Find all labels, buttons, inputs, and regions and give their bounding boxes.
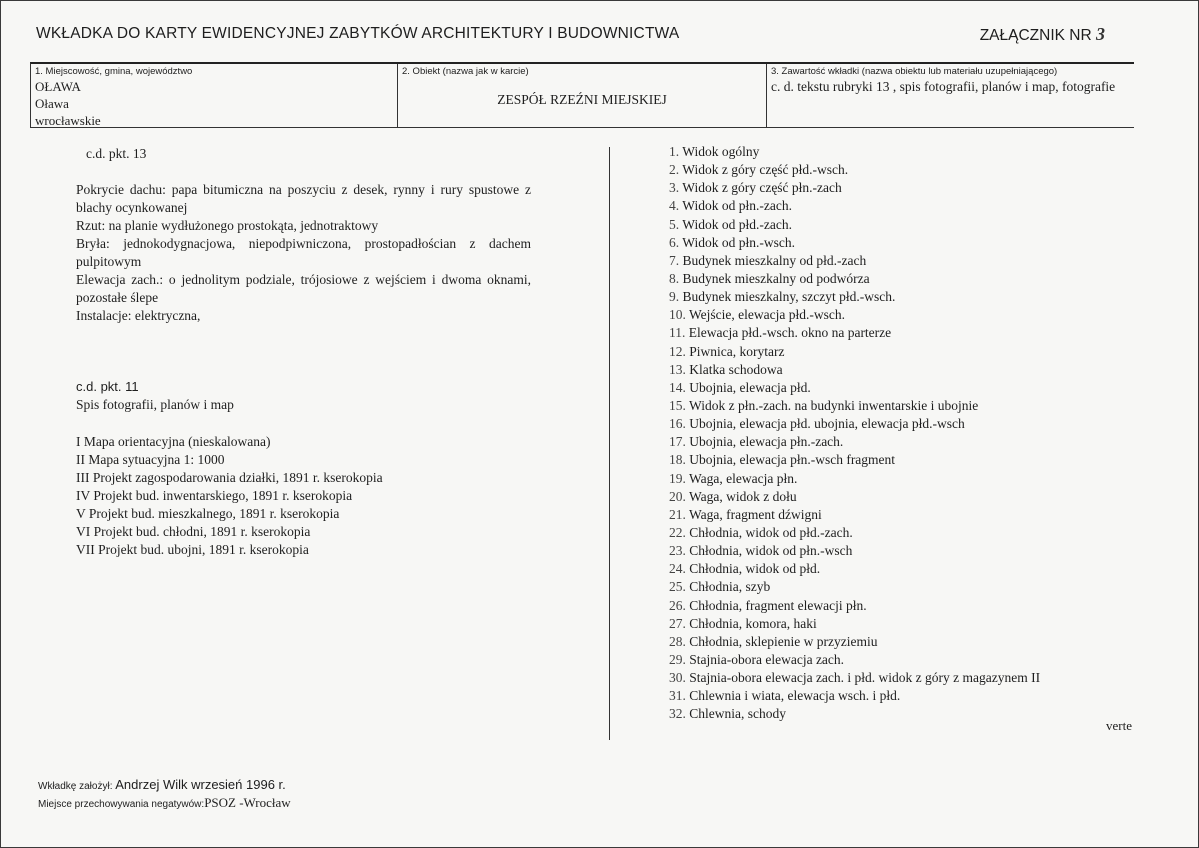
contents-field (767, 64, 1134, 127)
photo-caption: Budynek mieszkalny od płd.-zach (682, 252, 867, 268)
map-item: VI Projekt bud. chłodni, 1891 r. kserokopia (76, 524, 311, 539)
photo-caption: Chłodnia, sklepienie w przyziemiu (689, 633, 878, 649)
storage-line (38, 795, 291, 811)
continuation-11-block (76, 378, 234, 414)
photo-number: 6. (669, 234, 680, 250)
object-label: 2. Obiekt (nazwa jak w karcie) (402, 66, 529, 77)
photo-number: 16. (669, 416, 686, 432)
photo-list-item (669, 143, 1040, 161)
photo-list-item (669, 597, 1040, 615)
location-commune: Oława (35, 96, 69, 111)
contents-value: c. d. tekstu rubryki 13 , spis fotografii, planów i map, fotografie (771, 79, 1116, 94)
photo-list-item (669, 488, 1040, 506)
photo-number: 12. (669, 343, 686, 359)
photo-caption: Ubojnia, elewacja płn.-wsch fragment (689, 452, 896, 468)
map-item: I Mapa orientacyjna (nieskalowana) (76, 434, 271, 449)
attachment-label (980, 24, 1105, 45)
photo-number: 14. (669, 379, 686, 395)
photo-list-item (669, 161, 1040, 179)
attachment-label-text: ZAŁĄCZNIK NR (979, 27, 1092, 44)
photo-caption: Klatka schodowa (689, 361, 783, 377)
photo-number: 7. (669, 252, 680, 268)
photo-number: 28. (669, 633, 686, 649)
photo-number: 26. (669, 597, 686, 613)
photo-number: 24. (669, 561, 686, 577)
photo-caption: Chłodnia, widok od płd.-zach. (689, 524, 853, 540)
photo-list-item (669, 252, 1040, 270)
plan-text: Rzut: na planie wydłużonego prostokąta, jednotraktowy (76, 218, 379, 233)
photo-list-item (669, 361, 1040, 379)
photo-caption: Widok od płd.-zach. (682, 216, 792, 232)
photo-list-item (669, 234, 1040, 252)
photo-number: 4. (669, 198, 680, 214)
photo-list-item (669, 542, 1040, 560)
map-item: VII Projekt bud. ubojni, 1891 r. kserokopia (76, 542, 309, 557)
photo-number: 2. (669, 162, 680, 178)
contents-label: 3. Zawartość wkładki (nazwa obiektu lub materiału uzupełniającego) (771, 66, 1058, 77)
photo-caption: Chłodnia, szyb (689, 579, 771, 595)
photo-list-item (669, 179, 1040, 197)
photo-caption: Ubojnia, elewacja płd. (689, 379, 811, 395)
photo-list-item (669, 306, 1040, 324)
storage-label: Miejsce przechowywania negatywów: (38, 799, 205, 810)
photo-list-item (669, 379, 1040, 397)
photo-caption: Chlewnia, schody (689, 706, 786, 722)
photo-list-item (669, 197, 1040, 215)
continuation-11-label: c.d. pkt. 11 (76, 379, 139, 394)
form-title: WKŁADKA DO KARTY EWIDENCYJNEJ ZABYTKÓW ARCHITEKTURY I BUDOWNICTWA (36, 25, 680, 42)
photo-list-item (669, 524, 1040, 542)
photo-list-item (669, 687, 1040, 705)
photo-list-item (669, 433, 1040, 451)
photo-list-item (669, 615, 1040, 633)
photo-list-item (669, 669, 1040, 687)
photo-list-item (669, 578, 1040, 596)
photo-caption: Ubojnia, elewacja płn.-zach. (689, 434, 844, 450)
photo-number: 21. (669, 506, 686, 522)
photo-caption: Ubojnia, elewacja płd. ubojnia, elewacja płd.-wsch (689, 416, 965, 432)
photo-caption: Widok z góry część płd.-wsch. (682, 162, 849, 178)
photo-caption: Chłodnia, widok od płd. (689, 561, 821, 577)
description-block (56, 181, 531, 325)
photo-caption: Budynek mieszkalny, szczyt płd.-wsch. (682, 289, 896, 305)
photo-number: 20. (669, 488, 686, 504)
photo-caption: Wejście, elewacja płd.-wsch. (689, 307, 845, 323)
photo-list-item (669, 651, 1040, 669)
photo-number: 3. (669, 180, 680, 196)
storage-value: PSOZ -Wrocław (204, 795, 291, 810)
location-field (31, 64, 398, 127)
map-item: III Projekt zagospodarowania działki, 1891 r. kserokopia (76, 470, 383, 485)
photo-number: 18. (669, 452, 686, 468)
photo-list-item (669, 324, 1040, 342)
photo-number: 25. (669, 579, 686, 595)
photo-number: 13. (669, 361, 686, 377)
photo-caption: Budynek mieszkalny od podwórza (682, 270, 870, 286)
continuation-11-subtitle: Spis fotografii, planów i map (76, 397, 234, 412)
photo-number: 5. (669, 216, 680, 232)
body-text: Bryła: jednokodygnacjowa, niepodpiwniczona, prostopadłościan z dachem pulpitowym (76, 236, 531, 269)
elevation-text: Elewacja zach.: o jednolitym podziale, trójosiowe z wejściem i dwoma oknami, pozostałe ślepe (76, 272, 531, 305)
author-label: Wkładkę założył: (38, 781, 113, 792)
photo-caption: Stajnia-obora elewacja zach. (689, 651, 845, 667)
photo-number: 29. (669, 651, 686, 667)
map-item: V Projekt bud. mieszkalnego, 1891 r. kserokopia (76, 506, 340, 521)
photo-caption: Chłodnia, widok od płn.-wsch (689, 543, 853, 559)
photo-list-item (669, 451, 1040, 469)
photo-number: 31. (669, 688, 686, 704)
object-value: ZESPÓŁ RZEŹNI MIEJSKIEJ (497, 92, 667, 107)
author-value: Andrzej Wilk wrzesień 1996 r. (115, 777, 286, 792)
photo-list-item (669, 270, 1040, 288)
photo-list-item (669, 397, 1040, 415)
map-item: II Mapa sytuacyjna 1: 1000 (76, 452, 225, 467)
photo-caption: Piwnica, korytarz (689, 343, 785, 359)
photo-caption: Chłodnia, komora, haki (689, 615, 817, 631)
photo-number: 30. (669, 670, 686, 686)
location-voivodeship: wrocławskie (35, 113, 101, 128)
photo-caption: Widok od płn.-wsch. (682, 234, 795, 250)
photo-caption: Widok ogólny (682, 144, 760, 159)
location-town: OŁAWA (35, 79, 81, 94)
photo-number: 8. (669, 270, 680, 286)
photo-caption: Chlewnia i wiata, elewacja wsch. i płd. (689, 688, 901, 704)
photo-list-item (669, 705, 1040, 723)
photo-number: 1. (669, 144, 680, 159)
photo-list-item (669, 216, 1040, 234)
photo-caption: Waga, fragment dźwigni (689, 506, 822, 522)
photo-caption: Waga, elewacja płn. (689, 470, 798, 486)
photo-number: 11. (669, 325, 686, 341)
photo-list-item (669, 288, 1040, 306)
photo-caption: Widok z góry część płn.-zach (682, 180, 842, 196)
photo-list-item (669, 415, 1040, 433)
object-field (398, 64, 767, 127)
photo-number: 10. (669, 307, 686, 323)
photo-list-item (669, 633, 1040, 651)
photo-caption: Widok od płn.-zach. (682, 198, 792, 214)
photo-number: 15. (669, 397, 686, 413)
map-item: IV Projekt bud. inwentarskiego, 1891 r. kserokopia (76, 488, 353, 503)
roof-text: Pokrycie dachu: papa bitumiczna na poszyciu z desek, rynny i rury spustowe z blachy ocynkowanej (76, 182, 531, 215)
installations-text: Instalacje: elektryczna, (76, 308, 201, 323)
photo-list (669, 143, 1040, 724)
photo-caption: Stajnia-obora elewacja zach. i płd. widok z góry z magazynem II (689, 670, 1041, 686)
author-line (38, 777, 286, 792)
photo-list-item (669, 560, 1040, 578)
verte-note: verte (1106, 718, 1132, 733)
continuation-13-label: c.d. pkt. 13 (86, 146, 147, 161)
location-label: 1. Miejscowość, gmina, województwo (35, 66, 193, 77)
photo-caption: Chłodnia, fragment elewacji płn. (689, 597, 867, 613)
photo-number: 32. (669, 706, 686, 722)
photo-number: 19. (669, 470, 686, 486)
photo-number: 9. (669, 289, 680, 305)
photo-caption: Elewacja płd.-wsch. okno na parterze (688, 325, 892, 341)
maps-list (76, 433, 383, 559)
header-fields-table (30, 62, 1134, 128)
photo-number: 22. (669, 524, 686, 540)
column-divider (609, 147, 610, 740)
photo-list-item (669, 343, 1040, 361)
attachment-number: 3 (1096, 24, 1105, 44)
photo-list-item (669, 506, 1040, 524)
photo-caption: Widok z płn.-zach. na budynki inwentarskie i ubojnie (689, 397, 979, 413)
photo-caption: Waga, widok z dołu (689, 488, 797, 504)
photo-number: 23. (669, 543, 686, 559)
photo-number: 17. (669, 434, 686, 450)
photo-list-item (669, 470, 1040, 488)
photo-number: 27. (669, 615, 686, 631)
